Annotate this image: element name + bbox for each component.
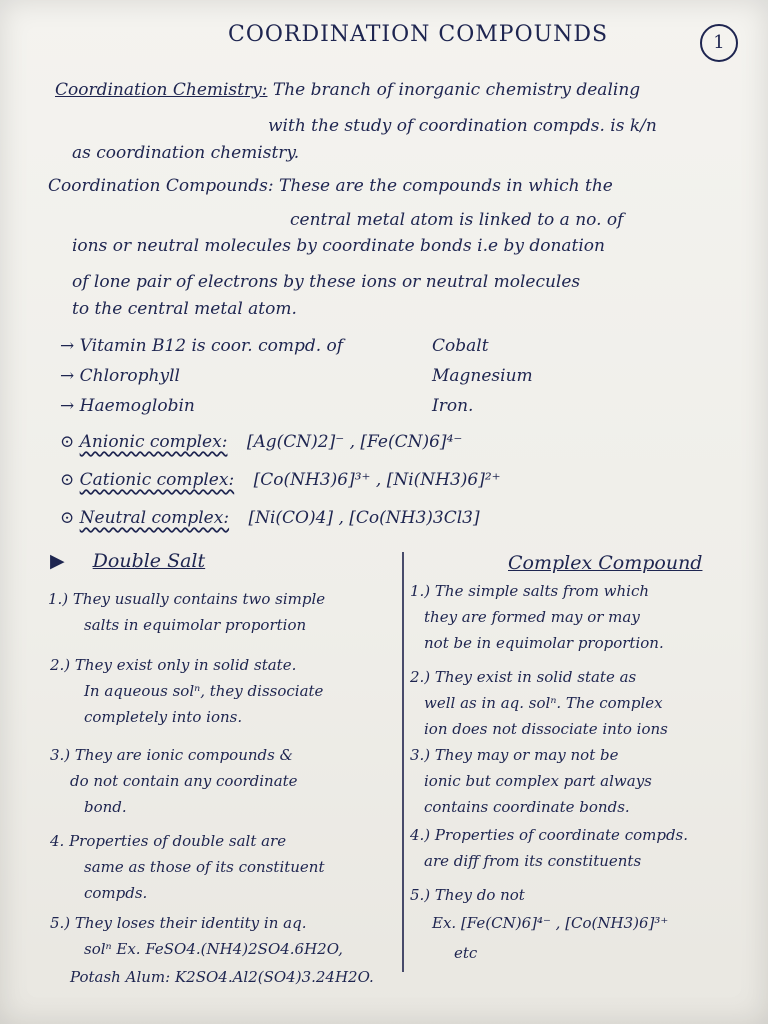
definition-line: as coordination chemistry. (72, 143, 300, 163)
complex-formula: [Co(NH3)6]³⁺ , [Ni(NH3)6]²⁺ (253, 470, 501, 490)
complex-compound-line: Ex. [Fe(CN)6]⁴⁻ , [Co(NH3)6]³⁺ (432, 914, 669, 932)
page-number: 1 (700, 24, 738, 62)
complex-compound-line: 2.) They exist in solid state as (410, 668, 637, 686)
complex-compound-line: 3.) They may or may not be (410, 746, 619, 764)
column-divider (402, 552, 404, 972)
double-salt-line: completely into ions. (84, 708, 243, 726)
complex-label: Neutral complex: (79, 508, 230, 528)
complex-compound-line: 5.) They do not (410, 886, 525, 904)
double-salt-line: salts in equimolar proportion (84, 616, 307, 634)
complex-compound-line: are diff from its constituents (424, 852, 642, 870)
double-salt-line: solⁿ Ex. FeSO4.(NH4)2SO4.6H2O, (84, 940, 343, 958)
complex-compound-line: well as in aq. solⁿ. The complex (424, 694, 663, 712)
double-salt-line: do not contain any coordinate (70, 772, 298, 790)
definition-line: to the central metal atom. (72, 299, 297, 319)
example-metal: Iron. (432, 396, 474, 416)
example-item: → Vitamin B12 is coor. compd. of (60, 336, 344, 356)
double-salt-line: 2.) They exist only in solid state. (50, 656, 297, 674)
double-salt-line: 5.) They loses their identity in aq. (50, 914, 307, 932)
double-salt-line: bond. (84, 798, 127, 816)
definition-line: with the study of coordination compds. is k/n (268, 116, 657, 136)
definition-line: The branch of inorganic chemistry dealing (272, 80, 641, 100)
example-item: → Chlorophyll (60, 366, 180, 386)
double-salt-line: 4. Properties of double salt are (50, 832, 287, 850)
complex-formula: [Ni(CO)4] , [Co(NH3)3Cl3] (248, 508, 480, 528)
complex-compound-line: not be in equimolar proportion. (424, 634, 664, 652)
double-salt-line: same as those of its constituent (84, 858, 325, 876)
definition-line: ions or neutral molecules by coordinate bonds i.e by donation (72, 236, 605, 256)
double-salt-line: Potash Alum: K2SO4.Al2(SO4)3.24H2O. (70, 968, 374, 986)
example-item: → Haemoglobin (60, 396, 195, 416)
bullet-icon: ⊙ (60, 508, 80, 528)
double-salt-line: compds. (84, 884, 148, 902)
triangle-bullet-icon: ▶ (50, 550, 71, 572)
complex-compound-heading: Complex Compound (508, 552, 703, 574)
definition-line: of lone pair of electrons by these ions or neutral molecules (72, 272, 581, 292)
example-metal: Cobalt (432, 336, 489, 356)
complex-label: Cationic complex: (79, 470, 235, 490)
complex-label: Anionic complex: (79, 432, 228, 452)
complex-formula: [Ag(CN)2]⁻ , [Fe(CN)6]⁴⁻ (246, 432, 463, 452)
definition-line: central metal atom is linked to a no. of (290, 210, 624, 230)
double-salt-heading: Double Salt (92, 550, 206, 572)
complex-compound-line: ionic but complex part always (424, 772, 652, 790)
complex-compound-line: ion does not dissociate into ions (424, 720, 668, 738)
double-salt-line: 3.) They are ionic compounds & (50, 746, 293, 764)
bullet-icon: ⊙ (60, 432, 80, 452)
bullet-icon: ⊙ (60, 470, 80, 490)
example-metal: Magnesium (432, 366, 533, 386)
definition-line: These are the compounds in which the (278, 176, 613, 196)
complex-compound-line: 1.) The simple salts from which (410, 582, 650, 600)
term-coordination-chemistry: Coordination Chemistry: (55, 80, 268, 100)
complex-compound-line: 4.) Properties of coordinate compds. (410, 826, 689, 844)
page-title: COORDINATION COMPOUNDS (228, 22, 609, 47)
complex-compound-line: etc (454, 944, 478, 962)
double-salt-line: In aqueous solⁿ, they dissociate (84, 682, 324, 700)
complex-compound-line: they are formed may or may (424, 608, 640, 626)
term-coordination-compounds: Coordination Compounds: (48, 176, 274, 196)
double-salt-line: 1.) They usually contains two simple (48, 590, 326, 608)
complex-compound-line: contains coordinate bonds. (424, 798, 630, 816)
